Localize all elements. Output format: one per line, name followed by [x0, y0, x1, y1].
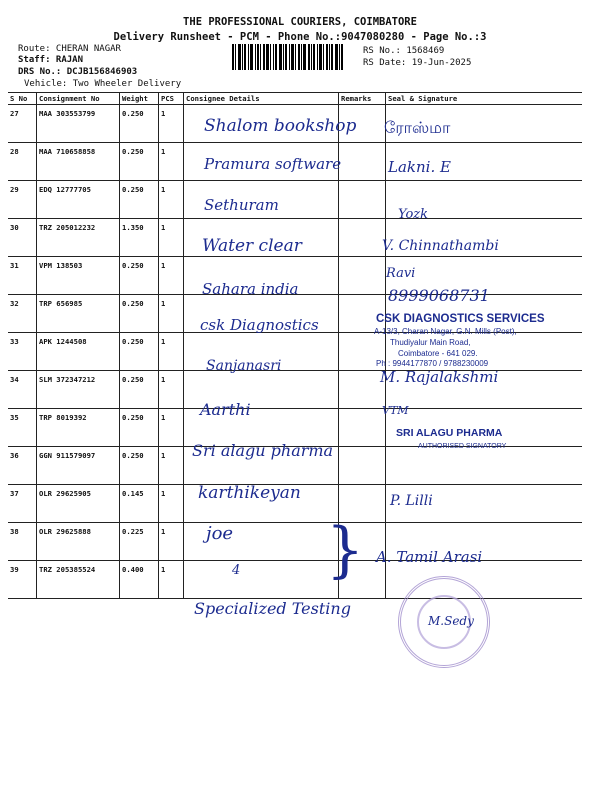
consignee-handwriting: csk Diagnostics — [200, 316, 319, 334]
header-sno: S No — [8, 93, 37, 105]
cell-sno: 37 — [8, 485, 37, 523]
cell-consignment: MAA 303553799 — [37, 105, 120, 143]
signature: Lakni. E — [388, 158, 451, 176]
rs-number: RS No.: 1568469 — [363, 46, 445, 56]
cell-remarks — [339, 447, 386, 485]
cell-consignment: TRP 656985 — [37, 295, 120, 333]
cell-pcs: 1 — [159, 447, 184, 485]
csk-stamp-address: Coimbatore - 641 029. — [398, 349, 478, 358]
cell-pcs: 1 — [159, 333, 184, 371]
consignee-handwriting: karthikeyan — [198, 483, 301, 503]
cell-weight: 0.250 — [120, 257, 159, 295]
cell-consignment: OLR 29625905 — [37, 485, 120, 523]
cell-consignment: GGN 911579097 — [37, 447, 120, 485]
cell-sno: 31 — [8, 257, 37, 295]
cell-pcs: 1 — [159, 143, 184, 181]
signature-phone: 8999068731 — [388, 286, 490, 305]
signature: V. Chinnathambi — [382, 238, 499, 254]
csk-stamp-title: CSK DIAGNOSTICS SERVICES — [376, 313, 545, 325]
alagu-stamp-title: SRI ALAGU PHARMA — [396, 427, 503, 439]
cell-consignment: VPM 138503 — [37, 257, 120, 295]
header-consignee: Consignee Details — [184, 93, 339, 105]
consignee-handwriting: Sri alagu pharma — [192, 441, 334, 460]
cell-consignment: APK 1244508 — [37, 333, 120, 371]
cell-remarks — [339, 181, 386, 219]
cell-consignment: MAA 710658858 — [37, 143, 120, 181]
cell-consignment: TRZ 205012232 — [37, 219, 120, 257]
cell-pcs: 1 — [159, 523, 184, 561]
cell-pcs: 1 — [159, 371, 184, 409]
cell-sno: 35 — [8, 409, 37, 447]
cell-pcs: 1 — [159, 105, 184, 143]
table-row — [8, 561, 582, 599]
consignee-handwriting: joe — [206, 523, 234, 544]
signature: Yozk — [398, 207, 429, 222]
cell-consignment: TRP 8019392 — [37, 409, 120, 447]
cell-consignment: EDQ 12777705 — [37, 181, 120, 219]
runsheet-title: Delivery Runsheet - PCM - Phone No.:9047080280 - Page No.:3 — [113, 31, 487, 43]
consignee-handwriting: Specialized Testing — [194, 599, 351, 618]
cell-seal — [386, 447, 583, 485]
consignee-handwriting: Sahara india — [202, 280, 299, 298]
cell-sno: 36 — [8, 447, 37, 485]
staff-text: Staff: RAJAN — [18, 55, 84, 65]
rs-date: RS Date: 19-Jun-2025 — [363, 58, 472, 68]
cell-weight: 0.400 — [120, 561, 159, 599]
table-row — [8, 333, 582, 371]
cell-sno: 39 — [8, 561, 37, 599]
cell-remarks — [339, 219, 386, 257]
company-title: THE PROFESSIONAL COURIERS, COIMBATORE — [183, 16, 417, 28]
header-consignment: Consignment No — [37, 93, 120, 105]
alagu-stamp-sub: AUTHORISED SIGNATORY — [418, 443, 507, 450]
cell-consignment: TRZ 205385524 — [37, 561, 120, 599]
cell-weight: 1.350 — [120, 219, 159, 257]
cell-weight: 0.250 — [120, 105, 159, 143]
cell-sno: 29 — [8, 181, 37, 219]
header-weight: Weight — [120, 93, 159, 105]
consignee-handwriting: Pramura software — [204, 155, 342, 173]
consignee-handwriting: Aarthi — [200, 400, 251, 419]
cell-sno: 30 — [8, 219, 37, 257]
cell-weight: 0.250 — [120, 409, 159, 447]
cell-consignee — [184, 561, 339, 599]
signature: Ravi — [386, 266, 416, 281]
cell-weight: 0.250 — [120, 143, 159, 181]
cell-sno: 33 — [8, 333, 37, 371]
cell-weight: 0.250 — [120, 295, 159, 333]
consignee-handwriting: 4 — [232, 563, 241, 578]
cell-pcs: 1 — [159, 485, 184, 523]
cell-sno: 34 — [8, 371, 37, 409]
signature: M.Sedy — [428, 614, 474, 628]
signature: M. Rajalakshmi — [380, 368, 499, 386]
cell-remarks — [339, 371, 386, 409]
table-row — [8, 181, 582, 219]
cell-consignment: SLM 372347212 — [37, 371, 120, 409]
cell-consignment: OLR 29625888 — [37, 523, 120, 561]
header-remarks: Remarks — [339, 93, 386, 105]
consignee-handwriting: Water clear — [202, 236, 302, 256]
csk-stamp-phone: Ph : 9944177870 / 9788230009 — [376, 359, 489, 368]
cell-sno: 28 — [8, 143, 37, 181]
cell-remarks — [339, 409, 386, 447]
signature: P. Lilli — [390, 493, 433, 509]
cell-pcs: 1 — [159, 181, 184, 219]
csk-stamp-address: Thudiyalur Main Road, — [390, 338, 471, 347]
cell-pcs: 1 — [159, 257, 184, 295]
cell-weight: 0.225 — [120, 523, 159, 561]
consignee-handwriting: Sethuram — [204, 196, 279, 214]
header-pcs: PCS — [159, 93, 184, 105]
cell-pcs: 1 — [159, 295, 184, 333]
signature: VTM — [382, 404, 409, 417]
cell-weight: 0.145 — [120, 485, 159, 523]
cell-weight: 0.250 — [120, 333, 159, 371]
cell-pcs: 1 — [159, 561, 184, 599]
table-header-row — [8, 93, 582, 105]
barcode — [232, 44, 357, 70]
cell-pcs: 1 — [159, 219, 184, 257]
signature: ரோஸ்மா — [384, 118, 451, 137]
consignee-handwriting: Shalom bookshop — [204, 116, 357, 136]
route-text: Route: CHERAN NAGAR — [18, 44, 121, 54]
cell-sno: 38 — [8, 523, 37, 561]
cell-remarks — [339, 143, 386, 181]
cell-pcs: 1 — [159, 409, 184, 447]
cell-sno: 27 — [8, 105, 37, 143]
vehicle-text: Vehicle: Two Wheeler Delivery — [24, 79, 182, 89]
cell-weight: 0.250 — [120, 181, 159, 219]
csk-stamp-address: A-13/3, Charan Nagar, G.N. Mills (Post), — [374, 327, 517, 336]
header-seal-signature: Seal & Signature — [386, 93, 583, 105]
consignee-handwriting: Sanjanasri — [206, 358, 282, 374]
drs-number: DRS No.: DCJB156846903 — [18, 67, 138, 77]
table-row — [8, 523, 582, 561]
brace-mark: } — [326, 515, 365, 585]
cell-sno: 32 — [8, 295, 37, 333]
signature: A. Tamil Arasi — [376, 548, 483, 566]
cell-weight: 0.250 — [120, 447, 159, 485]
cell-weight: 0.250 — [120, 371, 159, 409]
cell-remarks — [339, 257, 386, 295]
